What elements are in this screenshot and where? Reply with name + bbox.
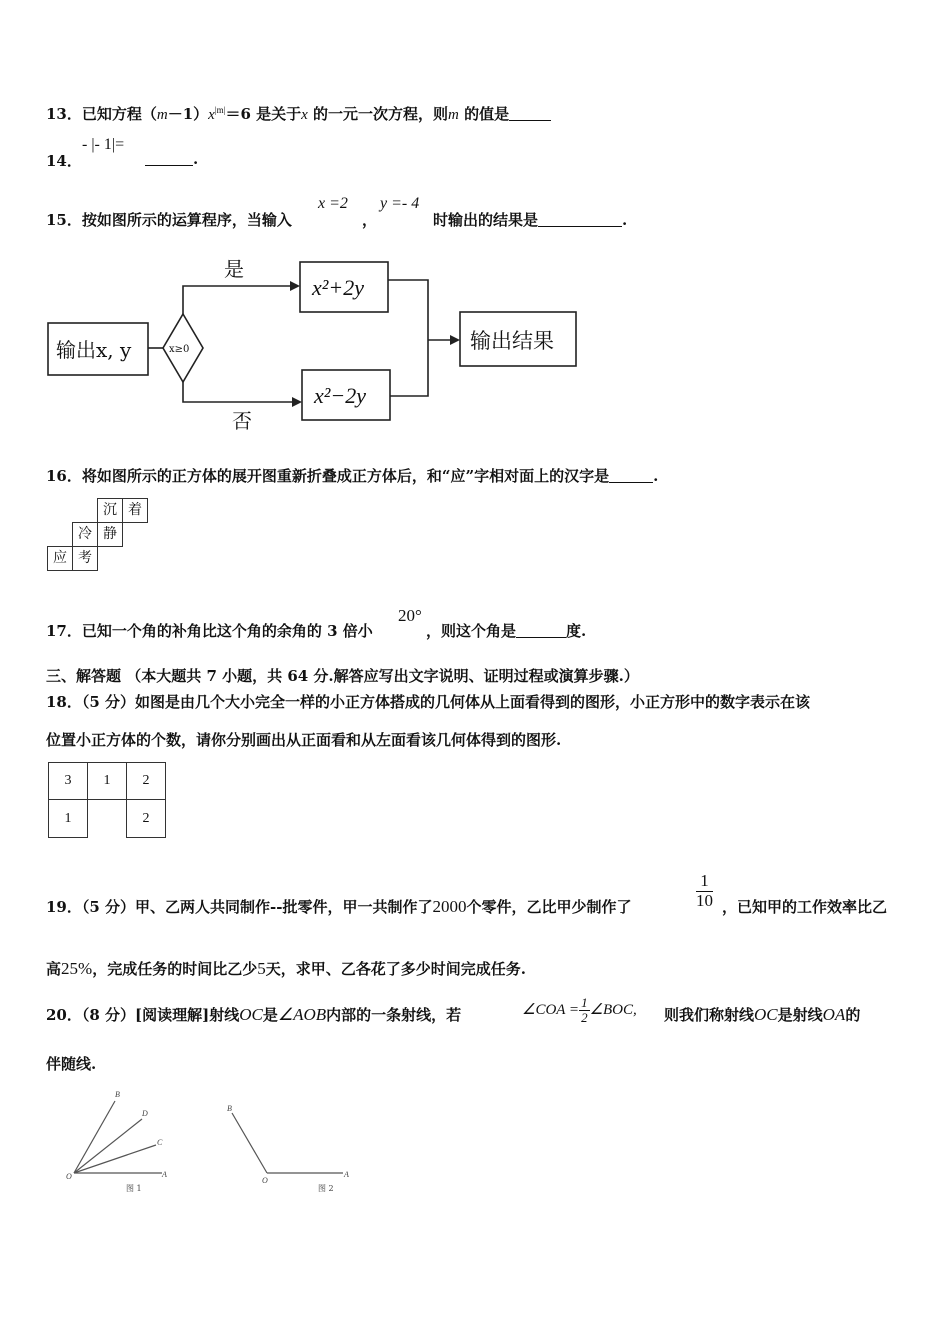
fig1-ray-od [74,1119,142,1173]
section-3-heading: 三、解答题 （本大题共 7 小题，共 64 分.解答应写出文字说明、证明过程或演算步骤.） [46,667,639,685]
q13-text-1: 已知方程（ [81,105,157,123]
question-17 [46,620,373,641]
fig1-label-o: O [66,1172,72,1181]
q15-answer-blank[interactable] [538,226,622,227]
q17-number: 17． [46,622,82,640]
fig2-ray-ob [232,1113,267,1173]
q14-answer-blank[interactable] [145,165,193,166]
q15-comma: ， [362,211,378,229]
q13-text-2: －1） [167,105,209,123]
q19-fraction [696,872,713,910]
q18-top-view-grid [48,762,166,840]
flow-no-label: 否 [232,409,252,433]
q17-text-2: ，则这个角是 [426,622,517,640]
q19-days: 5 [257,959,266,978]
q20-half-denominator: 2 [581,1010,588,1026]
flow-line-no [183,382,294,402]
fig2-label-o: O [262,1176,268,1185]
q13-text-3: ＝6 是关于 [225,105,302,123]
q13-var-m2: m [448,107,459,123]
q15-text-2: 时输出的结果是 [433,211,539,229]
q19-frac-denominator: 10 [696,890,713,910]
q19-text-6: 天，求甲、乙各花了多少时间完成任务. [265,960,526,978]
question-15 [46,209,292,230]
flow-yes-expr: x²+2y [312,275,364,300]
fig1-label-d: D [142,1109,148,1118]
flow-yes-label: 是 [224,257,244,281]
q15-flowchart [40,250,600,440]
q15-y-input: y =- 4 [380,195,420,212]
fig1-ray-oc [74,1145,156,1173]
fig2-caption: 图 2 [318,1184,334,1193]
q15-x-input: x =2 [318,195,348,212]
q19-text-5: ，完成任务的时间比乙少 [92,960,258,978]
net-cell-1: 沉 [97,498,123,523]
q14-end: . [193,150,199,168]
q17-text-1: 已知一个角的补角比这个角的余角的 3 倍小 [81,622,373,640]
q20-text-6: 的 [845,1006,861,1024]
q15-end: . [622,211,628,229]
q17-degree: 20° [398,606,422,625]
flow-no-expr: x²−2y [314,383,366,408]
fig2-label-a: A [344,1170,349,1179]
q20-text-3: 内部的一条射线，若 [326,1006,462,1024]
arrow-out [450,335,460,345]
q20-text-5: 是射线 [777,1006,823,1024]
arrow-yes [290,281,300,291]
q20-angle-aob: ∠AOB [277,1005,327,1024]
q17-answer-blank[interactable] [516,637,566,638]
q20-oa: OA [822,1005,846,1024]
fig1-ray-ob [74,1101,115,1173]
fig1-label-a: A [162,1170,167,1179]
question-16 [46,465,658,486]
q20-text-1: 20．（8 分）[阅读理解]射线 [46,1006,240,1024]
q15-text-1: 按如图所示的运算程序，当输入 [81,211,292,229]
net-cell-6: 考 [72,546,98,571]
q16-cube-net [46,497,150,573]
q20-angle-boc: ∠BOC, [589,1002,637,1019]
flow-input-text: 输出x, y [56,338,132,362]
flow-merge-line [388,280,428,396]
q15-tail [433,209,627,230]
q16-number: 16． [46,467,82,485]
question-20-line-1a [46,1004,461,1025]
q13-text-5: 的值是 [458,105,510,123]
grid-cell-1-2: 1 [87,762,127,800]
grid-cell-1-1: 3 [48,762,88,800]
q20-angle-coa: ∠COA = [522,1002,580,1019]
net-cell-4: 静 [97,522,123,547]
q16-answer-blank[interactable] [609,482,653,483]
flow-condition-text: x≥0 [169,344,190,355]
net-cell-2: 着 [122,498,148,523]
q19-text-1: 19．（5 分）甲、乙两人共同制作--批零件，甲一共制作了 [46,898,433,916]
q20-oc: OC [239,1005,263,1024]
q20-line-2: 伴随线. [46,1055,97,1073]
q19-text-3: ，已知甲的工作效率比乙 [722,898,888,916]
q19-number-2000: 2000 [432,897,467,916]
q14-answer-line [145,150,198,168]
q16-end: . [653,467,659,485]
q20-text-4: 则我们称射线 [664,1006,755,1024]
fig1-label-c: C [157,1138,163,1147]
q19-text-2: 个零件，乙比甲少制作了 [466,898,632,916]
q13-exponent: |m| [214,105,226,115]
q20-condition [522,996,637,1026]
q14-expression: - |- 1|= [82,136,125,153]
question-19-line-2 [46,958,526,979]
q19-frac-numerator: 1 [696,872,713,892]
q17-text-3: 度. [566,622,587,640]
q19-percent: 25% [61,959,93,978]
question-20-line-1b [664,1004,860,1025]
q13-answer-blank[interactable] [509,120,551,121]
q20-figures [60,1085,360,1200]
q20-half-numerator: 1 [581,995,588,1010]
q18-line-1: 18．（5 分）如图是由几个大小完全一样的小正方体搭成的几何体从上面看得到的图形，小正方形中的数字表示在该 [46,693,811,711]
question-19-line-1 [46,896,632,917]
q19-text-4: 高 [46,960,62,978]
q14-number: 14． [46,152,82,170]
q13-number: 13． [46,105,82,123]
q13-var-m: m [156,107,168,123]
q13-var-x2: x [301,107,308,123]
grid-cell-2-3: 2 [126,799,166,838]
q18-line-2: 位置小正方体的个数，请你分别画出从正面看和从左面看该几何体得到的图形. [46,731,562,749]
net-cell-5: 应 [47,546,73,571]
q13-text-4: 的一元一次方程，则 [307,105,449,123]
fig2-label-b: B [227,1104,232,1113]
q20-text-2: 是 [262,1006,278,1024]
q20-oc-2: OC [754,1005,778,1024]
grid-cell-2-1: 1 [48,799,88,838]
q15-number: 15． [46,211,82,229]
flow-output-text: 输出结果 [470,329,554,353]
q17-tail [426,620,586,641]
fig1-label-b: B [115,1090,120,1099]
net-cell-3: 冷 [72,522,98,547]
question-13 [46,103,551,124]
fig1-caption: 图 1 [126,1184,142,1193]
arrow-no [292,397,302,407]
q13-var-x: x [208,107,215,123]
grid-cell-1-3: 2 [126,762,166,800]
q16-text: 将如图所示的正方体的展开图重新折叠成正方体后，和“应”字相对面上的汉字是 [81,467,610,485]
flow-line-yes [183,286,294,314]
